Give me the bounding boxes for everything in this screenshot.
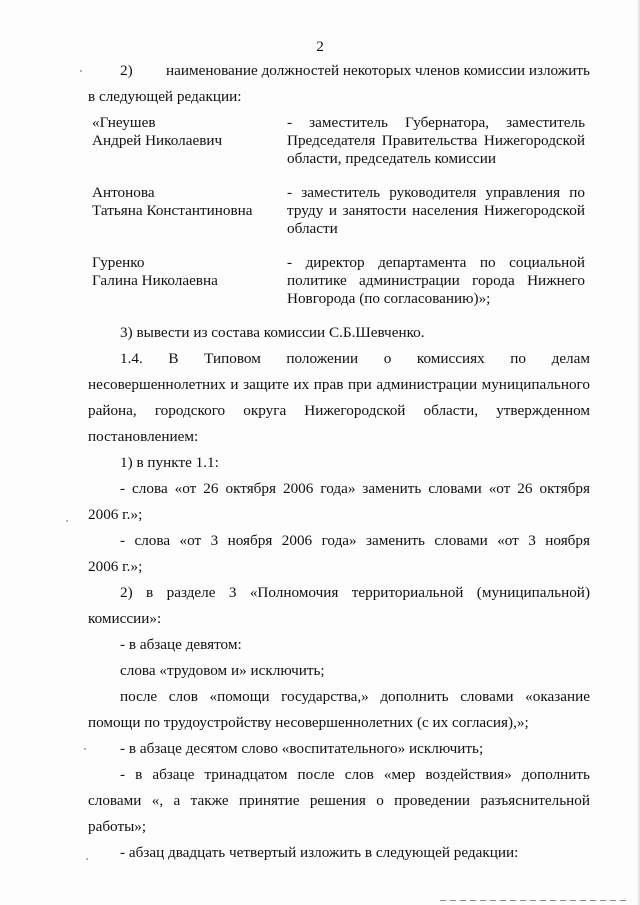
member-position-line: области, председатель комиссии: [287, 150, 496, 167]
member-surname: Антонова: [92, 184, 155, 201]
after-words-line: помощи по трудоустройству несовершеннолетних (с их согласия),»;: [88, 714, 529, 731]
paragraph-13-line: работы»;: [88, 818, 147, 835]
replacement-line: 2006 г.»;: [88, 506, 143, 523]
section-1-4-line: несовершеннолетних и защите их прав при администрации муниципального: [88, 376, 590, 393]
member-position-line: Новгорода (по согласованию)»;: [287, 290, 491, 307]
paragraph-13-line: - в абзаце тринадцатом после слов «мер воздействия» дополнить: [120, 766, 590, 783]
item2-text-cont: в следующей редакции:: [88, 88, 242, 105]
member-position-line: политике администрации города Нижнего: [287, 272, 585, 289]
scan-bottom-artifact: [440, 900, 630, 901]
member-name: Татьяна Константиновна: [92, 202, 253, 219]
subitem-2-line: 2) в разделе 3 «Полномочия территориальной (муниципальной): [120, 584, 590, 601]
scan-speck: [84, 748, 86, 750]
section-1-4-line: района, городского округа Нижегородской области, утвержденном: [88, 402, 590, 419]
subitem-2-line: комиссии»:: [88, 610, 162, 627]
member-name: Галина Николаевна: [92, 272, 218, 289]
after-words-line: после слов «помощи государства,» дополнить словами «оказание: [120, 688, 590, 705]
item2-number: 2): [120, 62, 133, 79]
section-1-4-line: постановлением:: [88, 428, 199, 445]
replacement-line: - слова «от 3 ноября 2006 года» заменить словами «от 3 ноября: [120, 532, 590, 549]
item3-text: 3) вывести из состава комиссии С.Б.Шевченко.: [120, 324, 425, 341]
member-position-line: - заместитель Губернатора, заместитель: [287, 114, 585, 131]
section-1-4-line: 1.4. В Типовом положении о комиссиях по делам: [120, 350, 590, 367]
paragraph-9: - в абзаце девятом:: [120, 636, 242, 653]
member-position-line: области: [287, 220, 338, 237]
page-number: 2: [316, 38, 324, 55]
scan-speck: [66, 520, 68, 522]
member-position-line: Председателя Правительства Нижегородской: [287, 132, 585, 149]
replacement-line: 2006 г.»;: [88, 558, 143, 575]
member-position-line: - директор департамента по социальной: [287, 254, 585, 271]
scan-speck: [86, 858, 88, 860]
member-position-line: - заместитель руководителя управления по: [287, 184, 585, 201]
member-surname: Гуренко: [92, 254, 145, 271]
paragraph-24: - абзац двадцать четвертый изложить в следующей редакции:: [120, 844, 519, 861]
subitem-1: 1) в пункте 1.1:: [120, 454, 219, 471]
words-exclude: слова «трудовом и» исключить;: [120, 662, 325, 679]
member-surname: «Гнеушев: [92, 114, 156, 131]
member-position-line: труду и занятости населения Нижегородской: [287, 202, 585, 219]
paragraph-13-line: словами «, а также принятие решения о проведении разъяснительной: [88, 792, 590, 809]
scan-speck: [80, 70, 82, 72]
item2-text: наименование должностей некоторых членов комиссии изложить: [166, 62, 590, 79]
member-name: Андрей Николаевич: [92, 132, 223, 149]
replacement-line: - слова «от 26 октября 2006 года» заменить словами «от 26 октября: [120, 480, 590, 497]
paragraph-10: - в абзаце десятом слово «воспитательного» исключить;: [120, 740, 484, 757]
